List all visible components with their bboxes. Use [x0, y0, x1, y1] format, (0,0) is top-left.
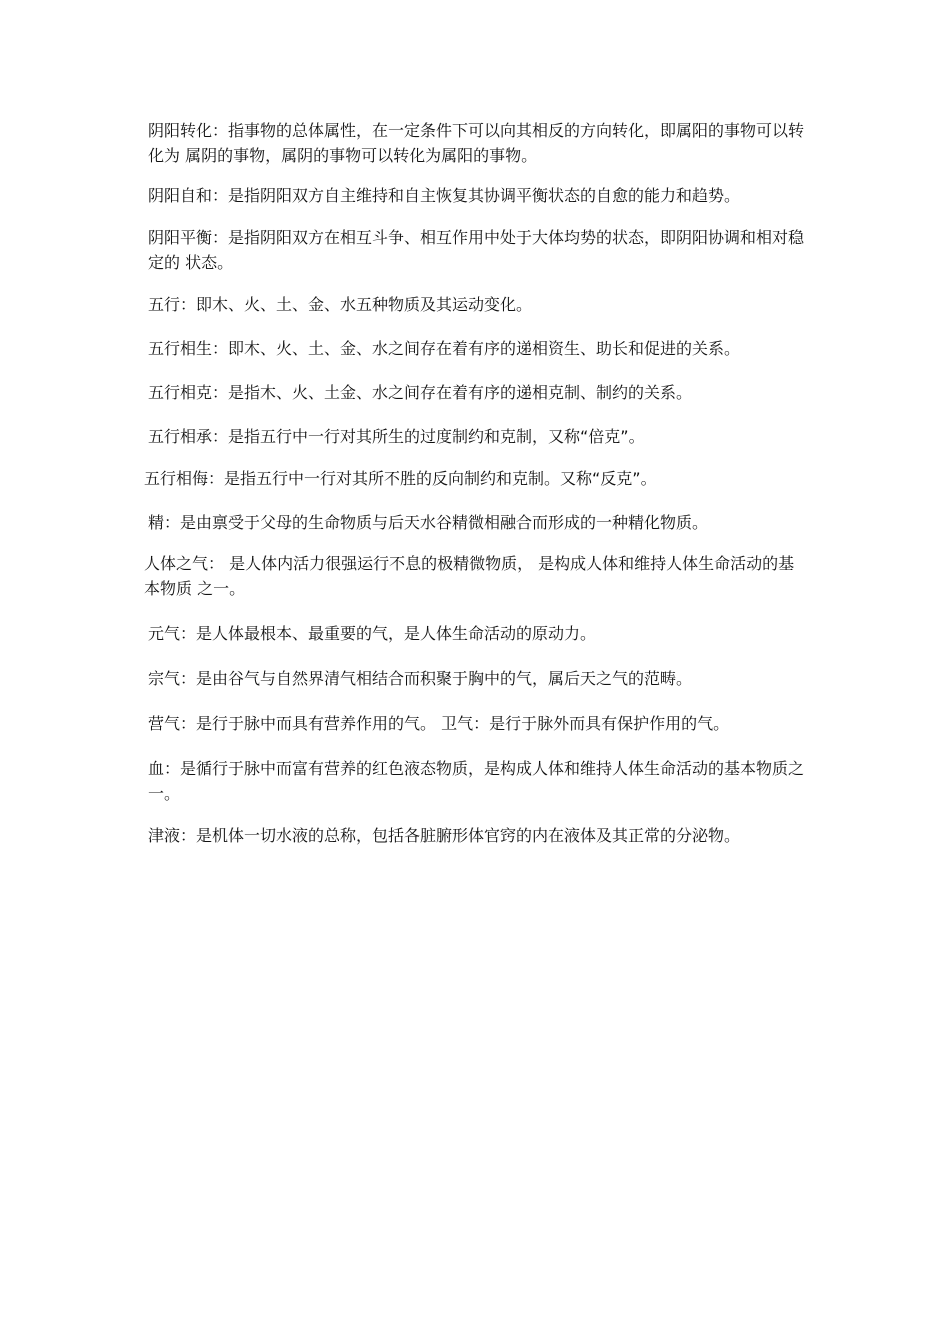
paragraph-pectoral-qi: 宗气：是由谷气与自然界清气相结合而积聚于胸中的气，属后天之气的范畴。: [148, 669, 693, 688]
paragraph-essence: 精：是由禀受于父母的生命物质与后天水谷精微相融合而形成的一种精化物质。: [148, 513, 709, 532]
paragraph-yinyang-self-harmony: 阴阳自和：是指阴阳双方自主维持和自主恢复其协调平衡状态的自愈的能力和趋势。: [148, 186, 741, 205]
paragraph-five-phases-insulting: 五行相侮：是指五行中一行对其所不胜的反向制约和克制。又称“反克”。: [144, 469, 657, 488]
paragraph-yinyang-balance: 阴阳平衡：是指阴阳双方在相互斗争、相互作用中处于大体均势的状态，即阴阳协调和相对稳定的 状态。: [148, 228, 805, 272]
paragraph-five-phases-overwhelming: 五行相承：是指五行中一行对其所生的过度制约和克制，又称“倍克”。: [148, 427, 645, 446]
document-body: [144, 118, 809, 848]
paragraph-five-phases: 五行：即木、火、土、金、水五种物质及其运动变化。: [148, 295, 533, 314]
paragraph-five-phases-restriction: 五行相克：是指木、火、土金、水之间存在着有序的递相克制、制约的关系。: [148, 383, 693, 402]
paragraph-five-phases-generation: 五行相生：即木、火、土、金、水之间存在着有序的递相资生、助长和促进的关系。: [148, 339, 741, 358]
paragraph-original-qi: 元气：是人体最根本、最重要的气，是人体生命活动的原动力。: [148, 624, 597, 643]
paragraph-yinyang-transformation: 阴阳转化：指事物的总体属性，在一定条件下可以向其相反的方向转化，即属阳的事物可以转化为 属阴的事物，属阴的事物可以转化为属阳的事物。: [148, 121, 805, 165]
paragraph-human-qi: 人体之气： 是人体内活力很强运行不息的极精微物质， 是构成人体和维持人体生命活动的基本物质 之一。: [144, 554, 795, 598]
paragraph-nutritive-defensive-qi: 营气：是行于脉中而具有营养作用的气。 卫气：是行于脉外而具有保护作用的气。: [148, 714, 730, 733]
paragraph-blood: 血：是循行于脉中而富有营养的红色液态物质，是构成人体和维持人体生命活动的基本物质之一。: [148, 759, 805, 803]
paragraph-body-fluids: 津液：是机体一切水液的总称，包括各脏腑形体官窍的内在液体及其正常的分泌物。: [148, 826, 741, 845]
